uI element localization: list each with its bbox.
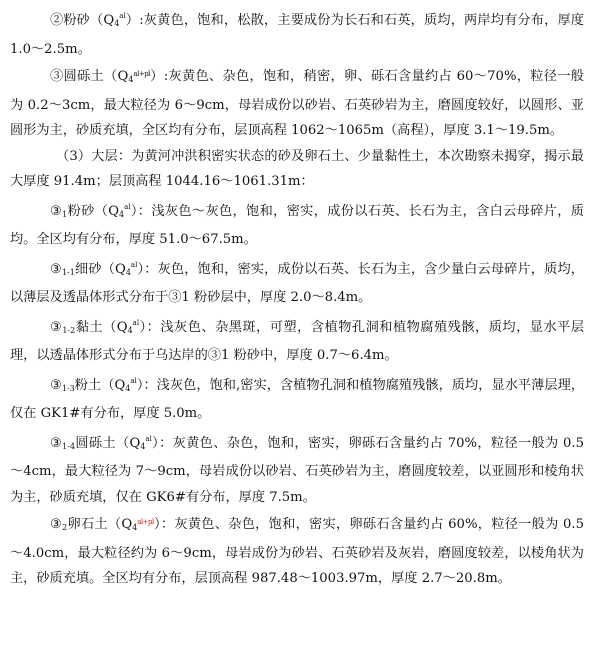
paragraph-layer-3-1-2 <box>10 311 584 369</box>
layer-code-subscript: 1-3 <box>61 383 75 393</box>
paragraph-text: ）：浅灰色、杂黑斑，可塑，含植物孔洞和植物腐殖残骸，质均，显水平层理，以透晶体形式分布于乌达岸的③1 粉砂中，厚度 0.7～6.4m。 <box>10 319 585 363</box>
paragraph-text: ）：灰黄色、杂色，饱和，密实，卵砾石含量约占 60%，粒径一般为 0.5～4.0cm，最大粒径约为 6～9cm，母岩成份为砂岩、石英砂岩及灰岩，磨圆度较差，以棱角状为主，砂质充填。全区均有分布，层顶高程 987.48～1003.97m，厚度 2.7～20.8m。 <box>10 517 585 586</box>
genesis-superscript: al+pl <box>133 70 150 78</box>
paragraph-major-layer-3 <box>10 144 584 195</box>
paragraph-text: ）:灰黄色，饱和，松散，主要成份为长石和石英，质均，两岸均有分布，厚度 1.0～2.5m。 <box>10 13 584 57</box>
genesis-superscript: al <box>130 260 138 269</box>
paragraph-silty-sand <box>10 4 584 62</box>
layer-name: 卵石土（Q <box>67 517 133 532</box>
layer-code-subscript: 1-2 <box>62 325 76 335</box>
layer-code-subscript: 1-4 <box>62 441 76 451</box>
layer-name: 黏土（Q <box>75 319 128 335</box>
layer-code: ②粉砂（Q <box>50 13 115 28</box>
geologic-age-subscript: 4 <box>127 325 133 335</box>
paragraph-text: ）：灰黄色、杂色，饱和，密实，卵砾石含量约占 70%，粒径一般为 0.5～4cm，最大粒径为 7～9cm，母岩成份以砂岩、石英砂岩为主，磨圆度较差，以亚圆形和棱角状为主，砂质充填，仅在 GK6#有分布，厚度 7.5m。 <box>10 435 585 505</box>
layer-code: ③ <box>50 517 63 532</box>
paragraph-layer-3-2 <box>10 510 584 592</box>
layer-name: 粉土（Q <box>74 377 126 393</box>
layer-name: 细砂（Q <box>74 261 126 277</box>
geologic-age-subscript: 4 <box>132 523 138 532</box>
layer-code: ③ <box>50 319 63 335</box>
paragraph-text: ）:灰黄色、杂色，饱和，稍密，卵、砾石含量约占 60～70%，粒径一般为 0.2～3cm，最大粒径为 6～9cm，母岩成份以砂岩、石英砂岩为主，磨圆度较好，以圆形、亚圆形为主，砂质充填，全区均有分布，层顶高程 1062～1065m（高程），厚度 3.1～19.5m。 <box>10 69 584 138</box>
paragraph-layer-3-1 <box>10 195 584 253</box>
genesis-superscript: al <box>130 376 137 385</box>
paragraph-text: ）：浅灰色，饱和,密实，含植物孔洞和植物腐殖残骸，质均，显水平薄层理，仅在 GK1#有分布，厚度 5.0m。 <box>10 377 585 421</box>
layer-code: ③圆砾土（Q <box>50 69 129 84</box>
genesis-superscript: al <box>145 434 152 443</box>
geologic-age-subscript: 4 <box>119 209 125 219</box>
genesis-superscript: al <box>132 318 140 327</box>
layer-code: ③ <box>50 435 63 451</box>
paragraph-layer-3-1-1 <box>10 253 584 311</box>
paragraph-text: ）：灰色，饱和，密实，成份以石英、长石为主，含少量白云母碎片，质均，以薄层及透晶体形式分布于③1 粉砂层中，厚度 2.0～8.4m。 <box>10 261 584 305</box>
layer-code-subscript: 2 <box>62 523 68 532</box>
geologic-age-subscript: 4 <box>125 383 131 393</box>
geologic-age-subscript: 4 <box>128 75 134 84</box>
genesis-superscript: al <box>124 202 131 211</box>
layer-name: 粉砂（Q <box>67 203 120 219</box>
geologic-age-subscript: 4 <box>125 267 131 277</box>
paragraph-text: （3）大层：为黄河冲洪积密实状态的砂及卵石土、少量黏性土，本次勘察未揭穿，揭示最大厚度 91.4m；层顶高程 1044.16～1061.31m： <box>10 148 584 189</box>
genesis-superscript: al <box>119 12 126 20</box>
paragraph-layer-3-1-3 <box>10 369 584 427</box>
paragraph-text: ）：浅灰色～灰色，饱和，密实，成份以石英、长石为主，含白云母碎片，质均。全区均有分布，厚度 51.0～67.5m。 <box>10 203 584 247</box>
layer-code-subscript: 1-1 <box>61 267 75 277</box>
layer-code: ③ <box>50 261 62 277</box>
layer-code: ③ <box>50 377 62 393</box>
layer-code-subscript: 1 <box>62 209 68 219</box>
layer-name: 圆砾土（Q <box>75 435 141 451</box>
paragraph-layer-3-1-4 <box>10 427 584 511</box>
genesis-superscript: al+pl <box>137 518 154 526</box>
geologic-age-subscript: 4 <box>114 19 120 28</box>
paragraph-round-gravel <box>10 62 584 144</box>
geologic-age-subscript: 4 <box>140 441 146 451</box>
layer-code: ③ <box>50 203 63 219</box>
